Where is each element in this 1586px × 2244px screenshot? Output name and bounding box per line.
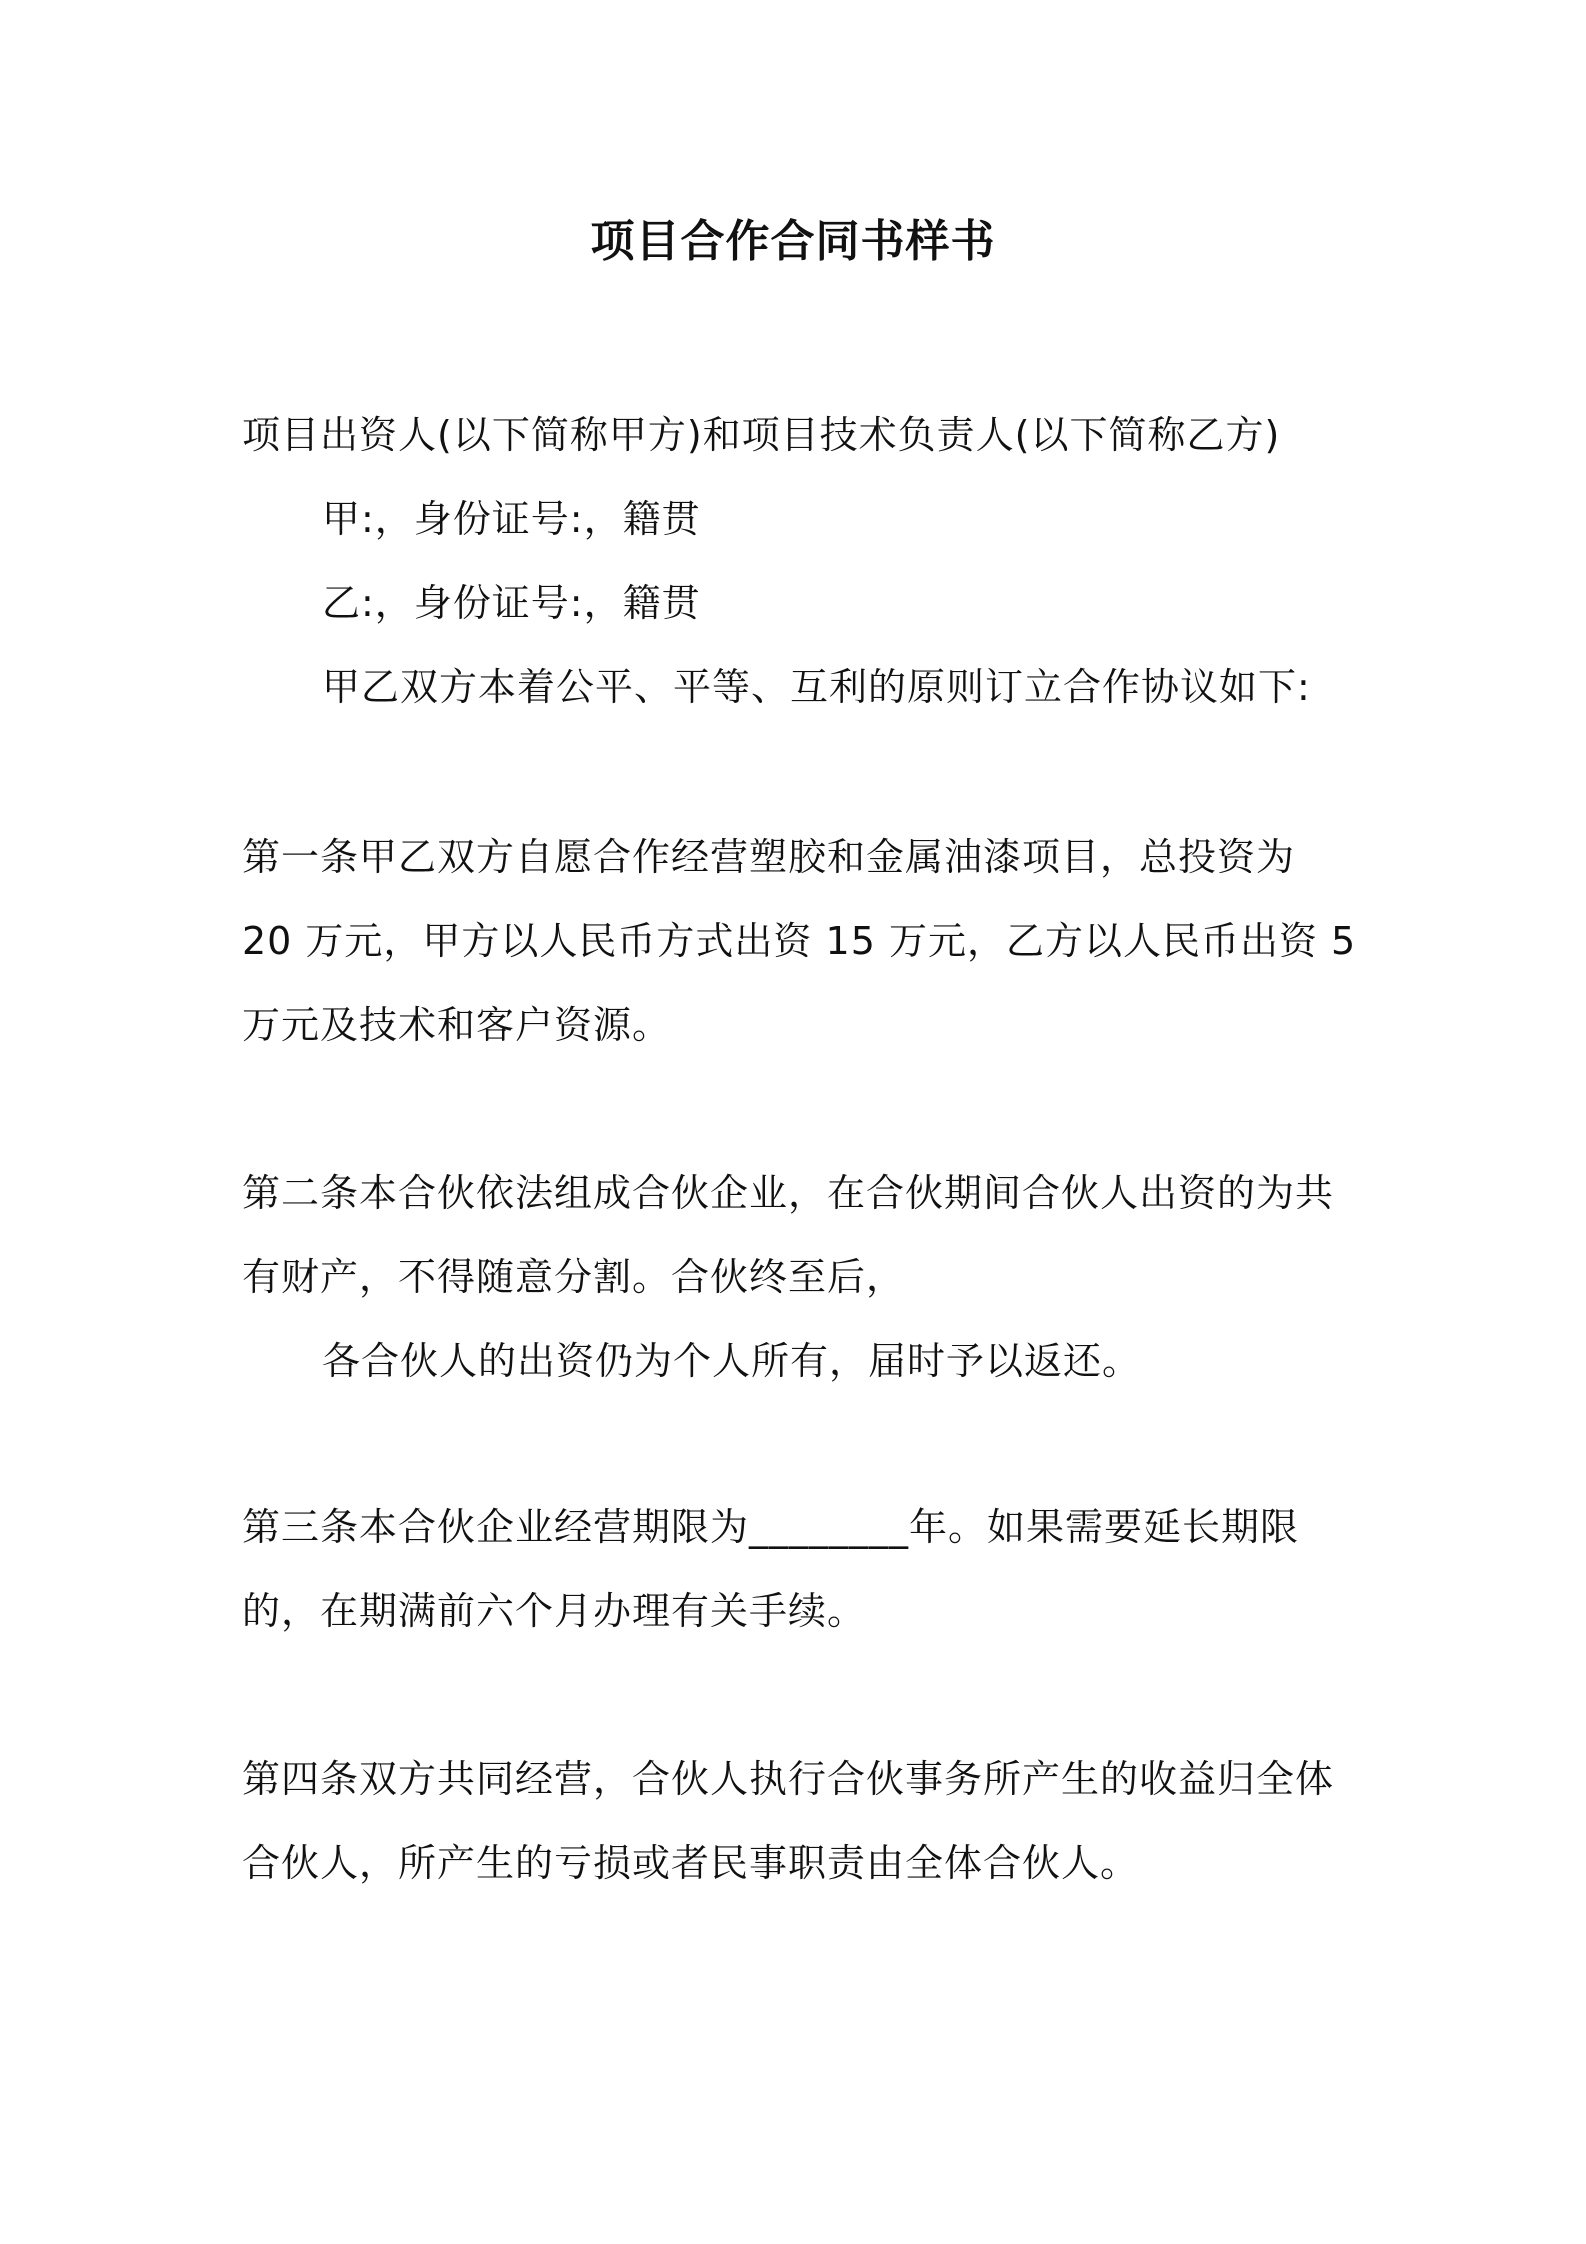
article-3-line-2: 的，在期满前六个月办理有关手续。 <box>242 1589 867 1633</box>
article-2-line-2: 有财产，不得随意分割。合伙终至后， <box>242 1255 906 1299</box>
intro-party-a: 甲:，身份证号:，籍贯 <box>322 497 701 541</box>
article-3-line-1: 第三条本合伙企业经营期限为________年。如果需要延长期限 <box>242 1505 1300 1549</box>
intro-principle: 甲乙双方本着公平、平等、互利的原则订立合作协议如下: <box>322 665 1311 709</box>
article-1-line-1: 第一条甲乙双方自愿合作经营塑胶和金属油漆项目，总投资为 <box>242 835 1296 879</box>
article-4-line-1: 第四条双方共同经营，合伙人执行合伙事务所产生的收益归全体 <box>242 1757 1335 1801</box>
article-2-line-1: 第二条本合伙依法组成合伙企业，在合伙期间合伙人出资的为共 <box>242 1171 1335 1215</box>
article-2-line-3: 各合伙人的出资仍为个人所有，届时予以返还。 <box>322 1339 1142 1383</box>
article-4-line-2: 合伙人，所产生的亏损或者民事职责由全体合伙人。 <box>242 1841 1140 1885</box>
article-1-line-3: 万元及技术和客户资源。 <box>242 1003 672 1047</box>
intro-parties-line: 项目出资人(以下简称甲方)和项目技术负责人(以下简称乙方) <box>242 413 1281 457</box>
intro-party-b: 乙:，身份证号:，籍贯 <box>322 581 701 625</box>
document-title: 项目合作合同书样书 <box>590 216 996 267</box>
article-1-line-2: 20 万元，甲方以人民币方式出资 15 万元，乙方以人民币出资 5 <box>242 919 1357 963</box>
